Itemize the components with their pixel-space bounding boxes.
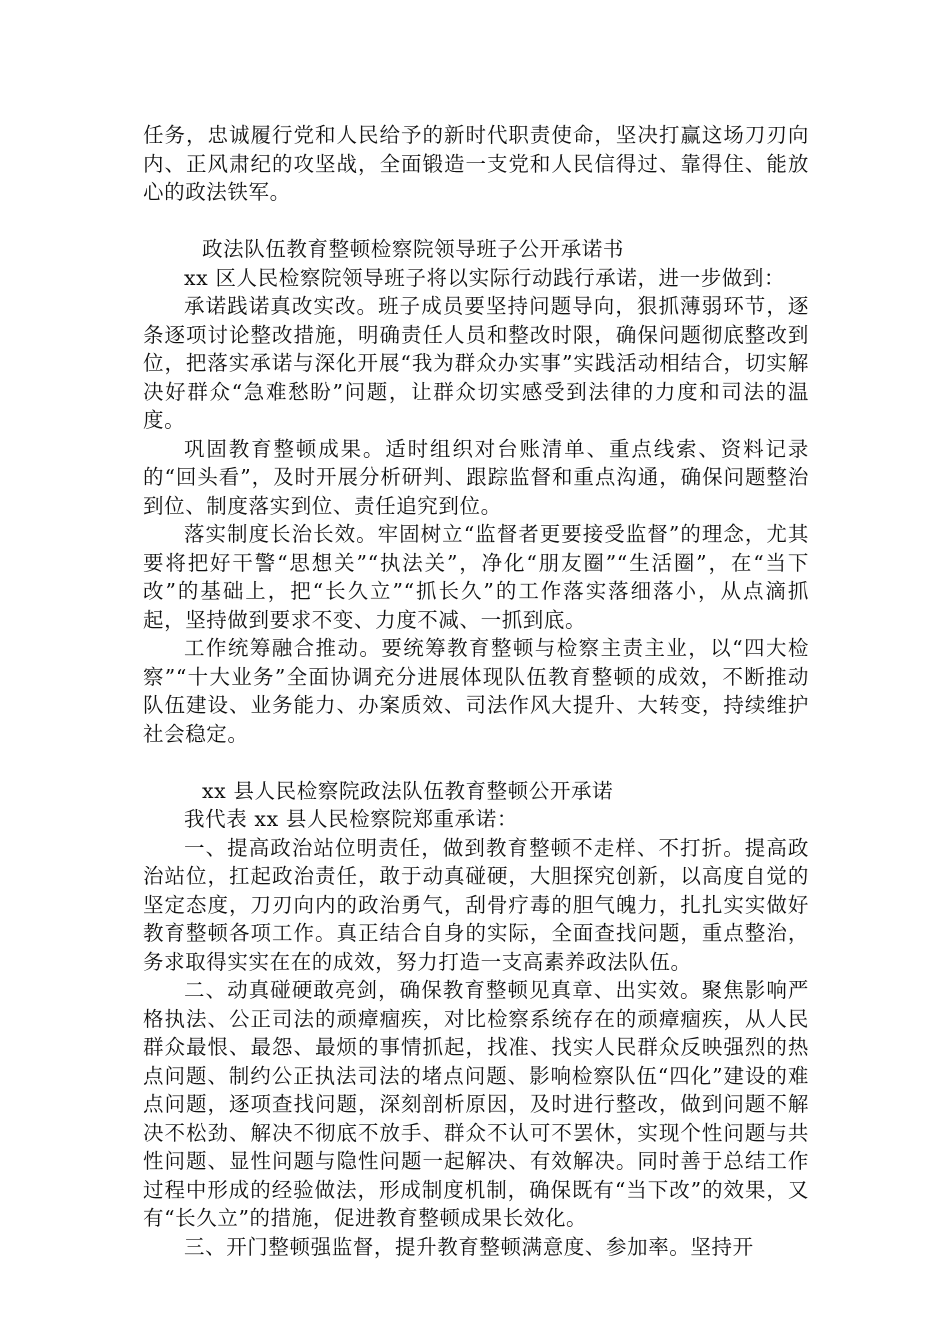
section1-paragraph: 承诺践诺真改实改。班子成员要坚持问题导向，狠抓薄弱环节，逐条逐项讨论整改措施，明确责任人员和整改时限，确保问题彻底整改到位，把落实承诺与深化开展“我为群众办实事”实践活动相结合，切实解决好群众“急难愁盼”问题，让群众切实感受到法律的力度和司法的温度。: [143, 294, 809, 432]
section1-paragraph: 巩固教育整顿成果。适时组织对台账清单、重点线索、资料记录的“回头看”，及时开展分析研判、跟踪监督和重点沟通，确保问题整治到位、制度落实到位、责任追究到位。: [143, 436, 809, 518]
document-body: [143, 121, 809, 1261]
section2-paragraph: 二、动真碰硬敢亮剑，确保教育整顿见真章、出实效。聚焦影响严格执法、公正司法的顽瘴痼疾，对比检察系统存在的顽瘴痼疾，从人民群众最恨、最怨、最烦的事情抓起，找准、找实人民群众反映强烈的热点问题、制约公正执法司法的堵点问题、影响检察队伍“四化”建设的难点问题，逐项查找问题，深刻剖析原因，及时进行整改，做到问题不解决不松劲、解决不彻底不放手、群众不认可不罢休，实现个性问题与共性问题、显性问题与隐性问题一起解决、有效解决。同时善于总结工作过程中形成的经验做法，形成制度机制，确保既有“当下改”的效果，又有“长久立”的措施，促进教育整顿成果长效化。: [143, 978, 809, 1230]
paragraph-spacer: [143, 207, 809, 236]
section1-paragraph: 落实制度长治长效。牢固树立“监督者更要接受监督”的理念，尤其要将把好干警“思想关”“执法关”，净化“朋友圈”“生活圈”，在“当下改”的基础上，把“长久立”“抓长久”的工作落实落细落小，从点滴抓起，坚持做到要求不变、力度不减、一抓到底。: [143, 522, 809, 632]
section2-intro: 我代表 xx 县人民检察院郑重承诺：: [184, 807, 518, 831]
paragraph-spacer: [143, 748, 809, 777]
section2-paragraph: 一、提高政治站位明责任，做到教育整顿不走样、不打折。提高政治站位，扛起政治责任，敢于动真碰硬，大胆探究创新，以高度自觉的坚定态度，刀刃向内的政治勇气，刮骨疗毒的胆气魄力，扎扎实实做好教育整顿各项工作。真正结合自身的实际，全面查找问题，重点整治，务求取得实实在在的成效，努力打造一支高素养政法队伍。: [143, 835, 809, 974]
section1-title: 政法队伍教育整顿检察院领导班子公开承诺书: [202, 237, 624, 261]
section2-paragraph: 三、开门整顿强监督，提升教育整顿满意度、参加率。坚持开: [184, 1234, 754, 1259]
continuation-paragraph: 任务，忠诚履行党和人民给予的新时代职责使命，坚决打赢这场刀刃向内、正风肃纪的攻坚战，全面锻造一支党和人民信得过、靠得住、能放心的政法铁军。: [143, 123, 809, 204]
section2-title: xx 县人民检察院政法队伍教育整顿公开承诺: [202, 778, 614, 803]
section1-intro: xx 区人民检察院领导班子将以实际行动践行承诺，进一步做到：: [184, 265, 786, 290]
section1-paragraph: 工作统筹融合推动。要统筹教育整顿与检察主责主业，以“四大检察”“十大业务”全面协调充分进展体现队伍教育整顿的成效，不断推动队伍建设、业务能力、办案质效、司法作风大提升、大转变，持续维护社会稳定。: [143, 636, 809, 746]
